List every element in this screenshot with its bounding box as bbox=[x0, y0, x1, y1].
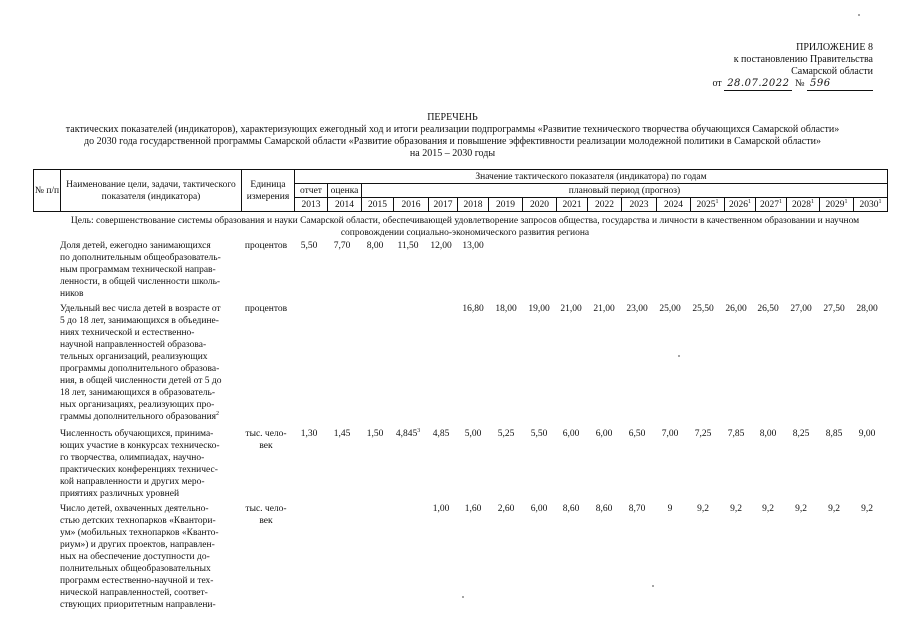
value-text: 13,00 bbox=[462, 241, 484, 251]
header-year-2021 bbox=[557, 198, 588, 212]
header-year-2018 bbox=[458, 198, 489, 212]
indicator-value bbox=[326, 428, 358, 440]
year-label: 2017 bbox=[433, 199, 453, 210]
indicator-value bbox=[588, 303, 620, 315]
header-year-2024 bbox=[657, 198, 691, 212]
indicator-unit: тыс. чело- век bbox=[245, 504, 287, 526]
header-year-2023 bbox=[622, 198, 657, 212]
indicator-value bbox=[555, 303, 587, 315]
value-text: 9,2 bbox=[861, 504, 873, 514]
document-title bbox=[0, 112, 905, 160]
indicator-name-line: Доля детей, ежегодно занимающихся bbox=[60, 241, 211, 251]
indicator-name-line: ным программам технической направ- bbox=[60, 265, 216, 275]
indicator-value bbox=[851, 428, 883, 440]
indicator-name-line: ниях технической и естественно- bbox=[60, 328, 195, 338]
indicator-name-line: практических конференциях техничес- bbox=[60, 465, 218, 475]
year-footnote-mark: 1 bbox=[779, 198, 782, 205]
indicator-name-line: 5 до 18 лет, занимающихся в объедине- bbox=[60, 316, 219, 326]
year-footnote-mark: 1 bbox=[878, 198, 882, 205]
annex-line-3: Самарской области bbox=[791, 66, 873, 77]
indicator-value bbox=[654, 503, 686, 515]
value-text: 19,00 bbox=[528, 304, 550, 314]
value-text: 9,2 bbox=[795, 504, 807, 514]
indicator-value bbox=[490, 303, 522, 315]
indicator-value bbox=[851, 503, 883, 515]
year-label: 2022 bbox=[595, 199, 614, 210]
year-label: 2020 bbox=[530, 199, 549, 210]
indicator-name-line: по дополнительным общеобразователь- bbox=[60, 253, 221, 263]
header-estimate: оценка bbox=[328, 184, 362, 198]
indicator-table-header bbox=[33, 169, 888, 212]
indicator-name-line: приятиях различных уровней bbox=[60, 489, 180, 499]
year-label: 2019 bbox=[496, 199, 515, 210]
indicator-value bbox=[523, 428, 555, 440]
value-text: 21,00 bbox=[593, 304, 615, 314]
year-label: 2015 bbox=[368, 199, 387, 210]
footnote-mark: 3 bbox=[417, 427, 421, 434]
value-text: 8,60 bbox=[595, 504, 613, 514]
date-prefix: от bbox=[712, 78, 722, 89]
year-label: 2027 bbox=[760, 199, 779, 210]
value-text: 9,2 bbox=[697, 504, 709, 514]
indicator-value bbox=[425, 503, 457, 515]
header-year-2029 bbox=[820, 198, 854, 212]
value-text: 1,30 bbox=[300, 429, 318, 439]
indicator-value bbox=[785, 503, 817, 515]
indicator-value bbox=[555, 503, 587, 515]
title-heading: ПЕРЕЧЕНЬ bbox=[427, 112, 478, 123]
value-text: 7,25 bbox=[694, 429, 712, 439]
indicator-value bbox=[490, 428, 522, 440]
year-label: 2016 bbox=[401, 199, 421, 210]
indicator-name-line: ников bbox=[60, 289, 84, 299]
indicator-name-line: го творчества, олимпиадах, научно- bbox=[60, 453, 205, 463]
value-text: 8,85 bbox=[825, 429, 843, 439]
indicator-name-line: научной направленностей образова- bbox=[60, 340, 207, 350]
indicator-value bbox=[523, 303, 555, 315]
header-planned: плановый период (прогноз) bbox=[362, 184, 888, 198]
value-text: 28,00 bbox=[856, 304, 878, 314]
value-text: 26,00 bbox=[725, 304, 747, 314]
indicator-value bbox=[687, 303, 719, 315]
value-text: 27,00 bbox=[790, 304, 812, 314]
scan-speck bbox=[678, 355, 680, 357]
indicator-name-line: Удельный вес числа детей в возрасте от bbox=[60, 304, 221, 314]
indicator-value bbox=[555, 428, 587, 440]
value-text: 9,2 bbox=[828, 504, 840, 514]
indicator-name-line: тельных организаций, реализующих bbox=[60, 352, 208, 362]
header-year-2014 bbox=[328, 198, 362, 212]
indicator-value bbox=[818, 303, 850, 315]
header-value-group: Значение тактического показателя (индикатора) по годам bbox=[295, 170, 888, 184]
header-year-2026 bbox=[725, 198, 756, 212]
indicator-name-line: программы дополнительного образова- bbox=[60, 364, 220, 374]
indicator-name bbox=[60, 240, 240, 300]
value-text: 2,60 bbox=[497, 504, 515, 514]
indicator-name-line: ных на обеспечение доступности до- bbox=[60, 552, 210, 562]
value-text: 5,25 bbox=[497, 429, 515, 439]
year-label: 2025 bbox=[696, 199, 716, 210]
indicator-unit: тыс. чело- век bbox=[245, 429, 287, 451]
footnote-mark: 2 bbox=[216, 410, 220, 417]
indicator-name bbox=[60, 428, 240, 500]
indicator-value bbox=[457, 428, 489, 440]
value-text: 1,00 bbox=[432, 504, 450, 514]
value-text: 9 bbox=[667, 504, 673, 514]
scan-speck bbox=[462, 596, 464, 598]
value-text: 4,85 bbox=[432, 429, 450, 439]
year-footnote-mark: 1 bbox=[844, 198, 848, 205]
value-text: 6,00 bbox=[595, 429, 613, 439]
value-text: 7,70 bbox=[333, 241, 351, 251]
indicator-value bbox=[359, 240, 391, 252]
indicator-value bbox=[687, 428, 719, 440]
year-label: 2029 bbox=[825, 199, 845, 210]
handwritten-date: 28.07.2022 bbox=[724, 78, 792, 91]
indicator-value bbox=[720, 428, 752, 440]
number-prefix: № bbox=[794, 78, 805, 89]
value-text: 8,60 bbox=[562, 504, 580, 514]
indicator-name-line: программ естественно-научной и тех- bbox=[60, 576, 214, 586]
value-text: 1,50 bbox=[366, 429, 384, 439]
indicator-value bbox=[752, 303, 784, 315]
indicator-name-line: риум») и других проектов, направлен- bbox=[60, 540, 215, 550]
year-label: 2024 bbox=[664, 199, 683, 210]
value-text: 1,60 bbox=[464, 504, 482, 514]
indicator-name-line: ния, в общей численности детей от 5 до bbox=[60, 376, 222, 386]
indicator-name-line: ум» (мобильных технопарков «Кванто- bbox=[60, 528, 219, 538]
header-unit: Единица измерения bbox=[242, 170, 295, 212]
indicator-value bbox=[818, 503, 850, 515]
indicator-unit: процентов bbox=[244, 241, 288, 251]
indicator-name-line: ствующих приоритетным направлени- bbox=[60, 600, 216, 610]
value-text: 9,00 bbox=[858, 429, 876, 439]
annex-title: ПРИЛОЖЕНИЕ 8 bbox=[796, 42, 873, 53]
value-text: 9,2 bbox=[730, 504, 742, 514]
header-num: № п/п bbox=[34, 170, 61, 212]
value-text: 25,00 bbox=[659, 304, 681, 314]
indicator-value bbox=[621, 428, 653, 440]
indicator-value bbox=[588, 503, 620, 515]
indicator-value bbox=[687, 503, 719, 515]
indicator-name-line: стью детских технопарков «Квантори- bbox=[60, 516, 216, 526]
year-label: 2013 bbox=[301, 199, 321, 210]
indicator-value bbox=[621, 303, 653, 315]
indicator-name-line: Число детей, охваченных деятельно- bbox=[60, 504, 209, 514]
indicator-name-line: полнительных общеобразовательных bbox=[60, 564, 211, 574]
value-text: 9,2 bbox=[762, 504, 774, 514]
value-text: 6,50 bbox=[628, 429, 646, 439]
indicator-value bbox=[851, 303, 883, 315]
indicator-name-line: ленности, в общей численности школь- bbox=[60, 277, 221, 287]
indicator-value bbox=[654, 428, 686, 440]
scan-speck bbox=[858, 14, 860, 16]
value-text: 4,845 bbox=[395, 429, 418, 439]
value-text: 1,45 bbox=[333, 429, 351, 439]
indicator-value bbox=[523, 503, 555, 515]
value-text: 6,00 bbox=[562, 429, 580, 439]
value-text: 11,50 bbox=[397, 241, 419, 251]
value-text: 23,00 bbox=[626, 304, 648, 314]
year-label: 2018 bbox=[463, 199, 483, 210]
indicator-name-line: граммы дополнительного образования$^2$ bbox=[60, 410, 220, 422]
scan-speck bbox=[652, 585, 654, 587]
goal-text: Цель: совершенствование системы образования и науки Самарской области, обеспечивающей удовлетворение запросов общества, государства и личности в качественном образовании и научном сопровождении социально-экономического развития региона bbox=[70, 216, 860, 238]
indicator-value bbox=[752, 428, 784, 440]
year-footnote-mark: 1 bbox=[748, 198, 751, 205]
year-label: 2014 bbox=[335, 199, 354, 210]
indicator-value bbox=[425, 428, 457, 440]
indicator-name bbox=[60, 303, 240, 423]
year-label: 2030 bbox=[859, 199, 879, 210]
indicator-value bbox=[457, 240, 489, 252]
header-year-2020 bbox=[523, 198, 557, 212]
indicator-name-line: ющих участие в конкурсах техническо- bbox=[60, 441, 220, 451]
year-label: 2021 bbox=[562, 199, 582, 210]
value-text: 5,50 bbox=[530, 429, 548, 439]
annex-block bbox=[712, 42, 873, 91]
indicator-value bbox=[654, 303, 686, 315]
indicator-value bbox=[720, 503, 752, 515]
value-text: 8,00 bbox=[366, 241, 384, 251]
indicator-value bbox=[785, 428, 817, 440]
value-text: 18,00 bbox=[495, 304, 517, 314]
title-line-2: тактических показателей (индикаторов), характеризующих ежегодный ход и итоги реализации подпрограммы «Развитие технического творчества обучающихся Самарской области» bbox=[65, 124, 840, 135]
value-text: 8,25 bbox=[792, 429, 810, 439]
title-line-4: на 2015 – 2030 годы bbox=[409, 148, 496, 159]
indicator-name-line: нической направленностей, соответ- bbox=[60, 588, 208, 598]
indicator-value bbox=[785, 303, 817, 315]
value-text: 16,80 bbox=[462, 304, 484, 314]
value-text: 26,50 bbox=[757, 304, 779, 314]
header-year-2027 bbox=[756, 198, 787, 212]
header-year-2013 bbox=[295, 198, 328, 212]
value-text: 12,00 bbox=[430, 241, 452, 251]
indicator-value bbox=[293, 428, 325, 440]
header-year-2030 bbox=[854, 198, 888, 212]
indicator-value bbox=[392, 428, 424, 440]
indicator-value bbox=[490, 503, 522, 515]
title-line-3: до 2030 года государственной программы Самарской области «Развитие образования и повышение эффективности реализации молодежной политики в Самарской области» bbox=[84, 136, 821, 147]
indicator-name-line: 18 лет, занимающихся в образователь- bbox=[60, 388, 216, 398]
value-text: 7,85 bbox=[727, 429, 745, 439]
header-year-2017 bbox=[429, 198, 458, 212]
year-footnote-mark: 1 bbox=[811, 198, 814, 205]
header-year-2016 bbox=[394, 198, 429, 212]
header-year-2025 bbox=[691, 198, 725, 212]
value-text: 21,00 bbox=[560, 304, 582, 314]
value-text: 5,00 bbox=[464, 429, 482, 439]
year-label: 2026 bbox=[729, 199, 748, 210]
indicator-value bbox=[425, 240, 457, 252]
indicator-value bbox=[818, 428, 850, 440]
indicator-name-line: кой направленности и других меро- bbox=[60, 477, 205, 487]
indicator-unit: процентов bbox=[244, 304, 288, 314]
indicator-value bbox=[359, 428, 391, 440]
value-text: 7,00 bbox=[661, 429, 679, 439]
indicator-value bbox=[720, 303, 752, 315]
value-text: 6,00 bbox=[530, 504, 548, 514]
header-year-2028 bbox=[787, 198, 820, 212]
value-text: 8,70 bbox=[628, 504, 646, 514]
value-text: 25,50 bbox=[692, 304, 714, 314]
annex-date-line bbox=[712, 78, 873, 91]
header-year-2015 bbox=[362, 198, 394, 212]
indicator-value bbox=[621, 503, 653, 515]
indicator-value bbox=[457, 503, 489, 515]
indicator-name bbox=[60, 503, 240, 611]
annex-line-2: к постановлению Правительства bbox=[733, 54, 873, 65]
value-text: 5,50 bbox=[300, 241, 318, 251]
handwritten-number: 596 bbox=[807, 78, 873, 91]
indicator-name-line: Численность обучающихся, принима- bbox=[60, 429, 214, 439]
year-footnote-mark: 1 bbox=[715, 198, 719, 205]
value-text: 27,50 bbox=[823, 304, 845, 314]
indicator-value bbox=[326, 240, 358, 252]
indicator-value bbox=[457, 303, 489, 315]
header-report: отчет bbox=[295, 184, 328, 198]
year-label: 2023 bbox=[629, 199, 649, 210]
year-label: 2028 bbox=[792, 199, 811, 210]
indicator-value bbox=[752, 503, 784, 515]
indicator-value bbox=[588, 428, 620, 440]
header-year-2022 bbox=[588, 198, 622, 212]
indicator-value bbox=[392, 240, 424, 252]
header-name: Наименование цели, задачи, тактического показателя (индикатора) bbox=[61, 170, 242, 212]
value-text: 8,00 bbox=[759, 429, 777, 439]
indicator-value bbox=[293, 240, 325, 252]
header-year-2019 bbox=[489, 198, 523, 212]
indicator-name-line: ных организациях, реализующих про- bbox=[60, 400, 215, 410]
